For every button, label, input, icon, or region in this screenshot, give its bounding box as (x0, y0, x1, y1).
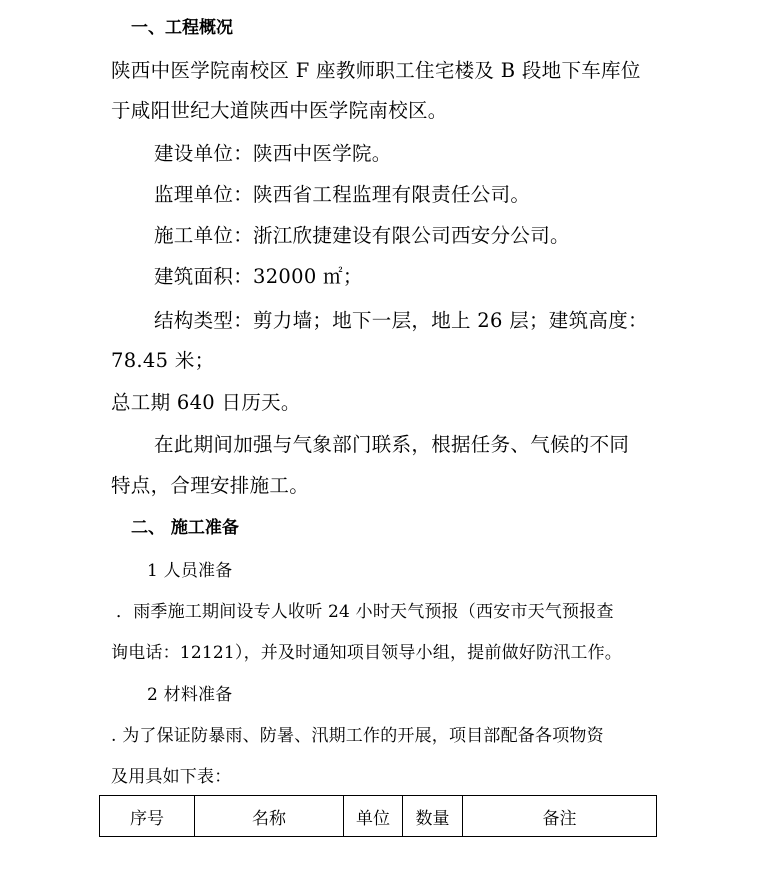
col-header-index: 序号 (100, 796, 195, 837)
weather-line-1: 在此期间加强与气象部门联系，根据任务、气候的不同 (154, 433, 630, 456)
personnel-title: 1 人员准备 (147, 561, 233, 581)
col-header-remarks: 备注 (463, 796, 657, 837)
supervisor-line: 监理单位：陕西省工程监理有限责任公司。 (154, 183, 531, 206)
structure-line-1: 结构类型：剪力墙；地下一层，地上 26 层；建筑高度： (154, 309, 648, 332)
table-header-row (100, 796, 657, 837)
material-line-2: 及用具如下表： (111, 767, 232, 787)
owner-line: 建设单位：陕西中医学院。 (154, 142, 392, 165)
structure-line-2: 78.45 米； (111, 349, 215, 372)
section-heading-overview: 一、工程概况 (131, 18, 233, 38)
overview-paragraph-line-2: 于咸阳世纪大道陕西中医学院南校区。 (111, 99, 448, 122)
material-line-1: . 为了保证防暴雨、防暑、汛期工作的开展，项目部配备各项物资 (111, 726, 604, 746)
col-header-quantity: 数量 (403, 796, 463, 837)
overview-paragraph-line-1: 陕西中医学院南校区 F 座教师职工住宅楼及 B 段地下车库位 (111, 59, 641, 82)
period-line: 总工期 640 日历天。 (111, 391, 301, 414)
col-header-name: 名称 (195, 796, 344, 837)
personnel-line-1: ．雨季施工期间设专人收听 24 小时天气预报（西安市天气预报查 (116, 602, 614, 622)
material-title: 2 材料准备 (147, 685, 233, 705)
col-header-unit: 单位 (344, 796, 403, 837)
section-heading-preparation: 二、 施工准备 (131, 518, 239, 538)
area-line: 建筑面积：32000 ㎡； (154, 265, 363, 288)
personnel-line-2: 询电话：12121），并及时通知项目领导小组，提前做好防汛工作。 (111, 643, 622, 663)
materials-table (99, 795, 657, 837)
contractor-line: 施工单位：浙江欣捷建设有限公司西安分公司。 (154, 224, 570, 247)
weather-line-2: 特点，合理安排施工。 (111, 474, 310, 497)
